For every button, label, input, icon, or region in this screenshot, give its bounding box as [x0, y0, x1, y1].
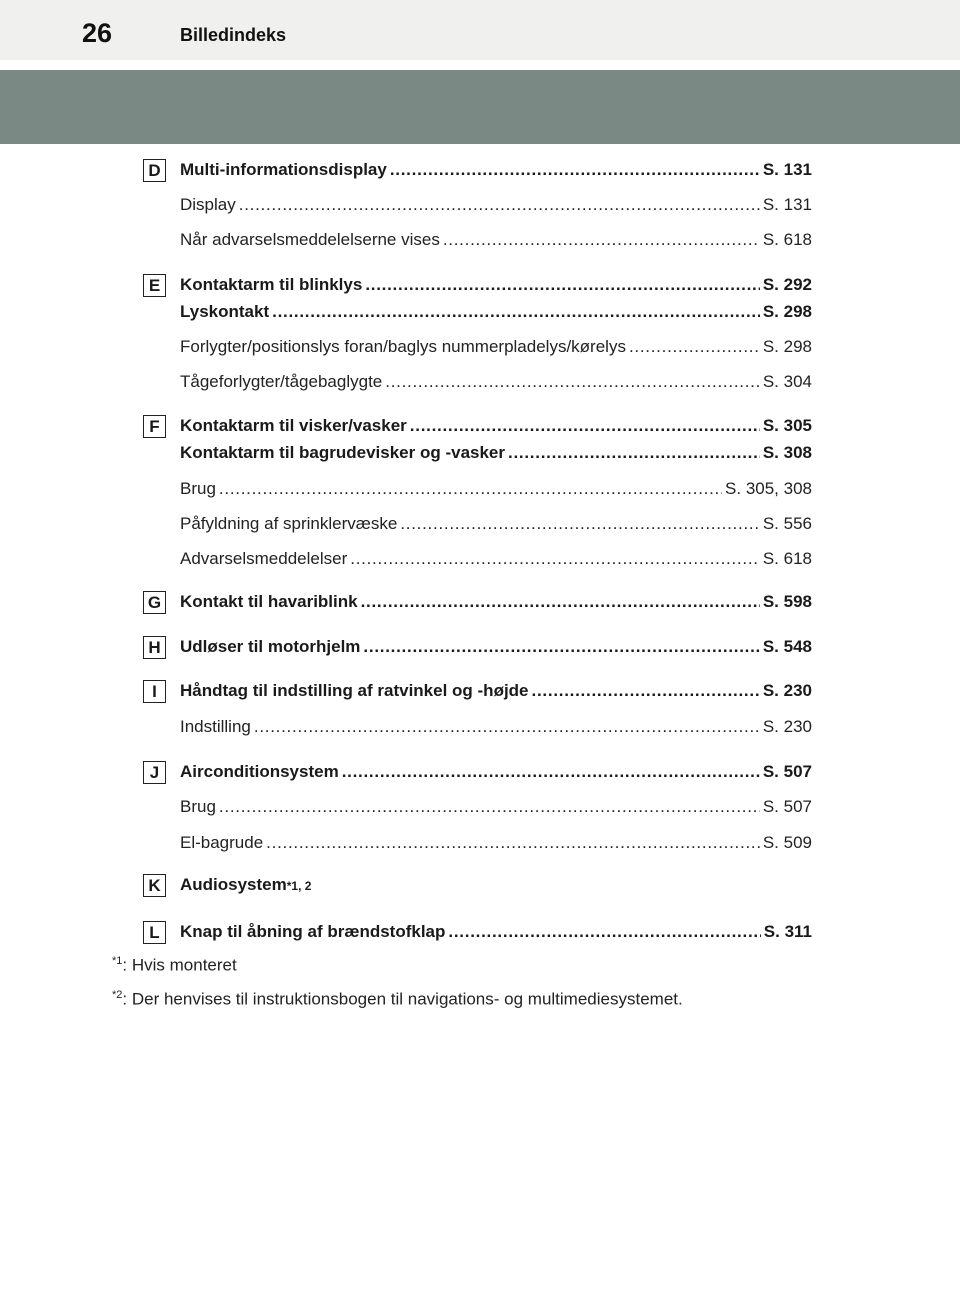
index-entry[interactable]: [180, 549, 812, 569]
index-entry[interactable]: [180, 443, 812, 463]
entry-label: Brug: [180, 479, 216, 498]
section-letter-j: J: [143, 761, 166, 784]
section-letter-i: I: [143, 680, 166, 703]
index-entry[interactable]: [180, 717, 812, 737]
footnote-text: : Der henvises til instruktionsbogen til navigations- og multimediesystemet.: [122, 989, 683, 1009]
footnote-mark: *1: [112, 955, 123, 967]
footnote: [112, 955, 237, 976]
leader-dots: [390, 160, 760, 180]
entry-page-ref: S. 304: [762, 372, 812, 391]
section-letter-k: K: [143, 874, 166, 897]
page-header: [0, 0, 960, 60]
leader-dots: [254, 717, 760, 737]
entry-page-ref: S. 598: [762, 592, 812, 611]
entry-label: Kontaktarm til bagrudevisker og -vasker: [180, 443, 506, 462]
entry-superscript: *1, 2: [286, 879, 312, 893]
entry-page-ref: S. 308: [762, 443, 812, 462]
entry-label: Kontaktarm til blinklys: [180, 275, 363, 294]
header-band: [0, 70, 960, 144]
entry-page-ref: S. 230: [762, 681, 812, 700]
index-entry[interactable]: [180, 637, 812, 657]
entry-page-ref: S. 548: [762, 637, 812, 656]
entry-label: Kontakt til havariblink: [180, 592, 358, 611]
leader-dots: [266, 833, 760, 853]
entry-page-ref: S. 298: [762, 302, 812, 321]
entry-page-ref: S. 298: [762, 337, 812, 356]
index-entry[interactable]: [180, 681, 812, 701]
index-entry[interactable]: [180, 514, 812, 534]
index-entry[interactable]: [180, 797, 812, 817]
leader-dots: [350, 549, 760, 569]
leader-dots: [363, 637, 759, 657]
entry-page-ref: S. 311: [763, 922, 812, 941]
leader-dots: [508, 443, 760, 463]
entry-label: Advarselsmeddelelser: [180, 549, 348, 568]
section-letter-l: L: [143, 921, 166, 944]
entry-label: Tågeforlygter/tågebaglygte: [180, 372, 383, 391]
index-entry[interactable]: [180, 275, 812, 295]
section-letter-f: F: [143, 415, 166, 438]
leader-dots: [365, 275, 760, 295]
footnote: [112, 989, 683, 1010]
entry-label: Når advarselsmeddelelserne vises: [180, 230, 440, 249]
entry-label: Påfyldning af sprinklervæske: [180, 514, 398, 533]
index-entry[interactable]: [180, 762, 812, 782]
entry-label: Forlygter/positionslys foran/baglys nummerpladelys/kørelys: [180, 337, 626, 356]
footnote-text: : Hvis monteret: [122, 955, 237, 975]
index-entry[interactable]: [180, 337, 812, 357]
leader-dots: [400, 514, 760, 534]
entry-label: Håndtag til indstilling af ratvinkel og -højde: [180, 681, 529, 700]
page-number: 26: [82, 18, 113, 48]
leader-dots: [410, 416, 760, 436]
entry-label: Audiosystem: [180, 875, 287, 894]
leader-dots: [361, 592, 760, 612]
section-letter-g: G: [143, 591, 166, 614]
entry-page-ref: S. 618: [762, 230, 812, 249]
entry-label: Multi-informationsdisplay: [180, 160, 387, 179]
leader-dots: [443, 230, 760, 250]
leader-dots: [342, 762, 760, 782]
section-letter-e: E: [143, 274, 166, 297]
leader-dots: [239, 195, 760, 215]
leader-dots: [629, 337, 760, 357]
entry-label: Kontaktarm til visker/vasker: [180, 416, 407, 435]
entry-page-ref: S. 509: [762, 833, 812, 852]
entry-page-ref: S. 507: [762, 797, 812, 816]
section-title: Billedindeks: [180, 25, 287, 45]
leader-dots: [385, 372, 760, 392]
index-entry[interactable]: [180, 416, 812, 436]
entry-page-ref: S. 618: [762, 549, 812, 568]
index-entry[interactable]: [180, 592, 812, 612]
entry-label: Brug: [180, 797, 216, 816]
footnote-mark: *2: [112, 989, 123, 1001]
index-entry[interactable]: [180, 230, 812, 250]
entry-label: Display: [180, 195, 236, 214]
entry-label: Airconditionsystem: [180, 762, 339, 781]
index-entry[interactable]: [180, 479, 812, 499]
entry-page-ref: S. 292: [762, 275, 812, 294]
index-entry[interactable]: [180, 833, 812, 853]
entry-label: Lyskontakt: [180, 302, 270, 321]
leader-dots: [219, 797, 760, 817]
entry-label: Udløser til motorhjelm: [180, 637, 361, 656]
leader-dots: [219, 479, 722, 499]
index-entry[interactable]: [180, 875, 812, 895]
index-entry[interactable]: [180, 160, 812, 180]
index-entry[interactable]: [180, 372, 812, 392]
index-entry[interactable]: [180, 302, 812, 322]
entry-label: El-bagrude: [180, 833, 264, 852]
entry-page-ref: S. 507: [762, 762, 812, 781]
entry-page-ref: S. 305, 308: [725, 479, 812, 498]
index-entry[interactable]: [180, 922, 812, 942]
entry-label: Indstilling: [180, 717, 251, 736]
section-letter-d: D: [143, 159, 166, 182]
section-letter-h: H: [143, 636, 166, 659]
entry-page-ref: S. 556: [762, 514, 812, 533]
entry-page-ref: S. 305: [762, 416, 812, 435]
entry-label: Knap til åbning af brændstofklap: [180, 922, 446, 941]
leader-dots: [272, 302, 760, 322]
leader-dots: [448, 922, 760, 942]
index-entry[interactable]: [180, 195, 812, 215]
entry-page-ref: S. 230: [762, 717, 812, 736]
entry-page-ref: S. 131: [762, 195, 812, 214]
leader-dots: [532, 681, 760, 701]
entry-page-ref: S. 131: [762, 160, 812, 179]
